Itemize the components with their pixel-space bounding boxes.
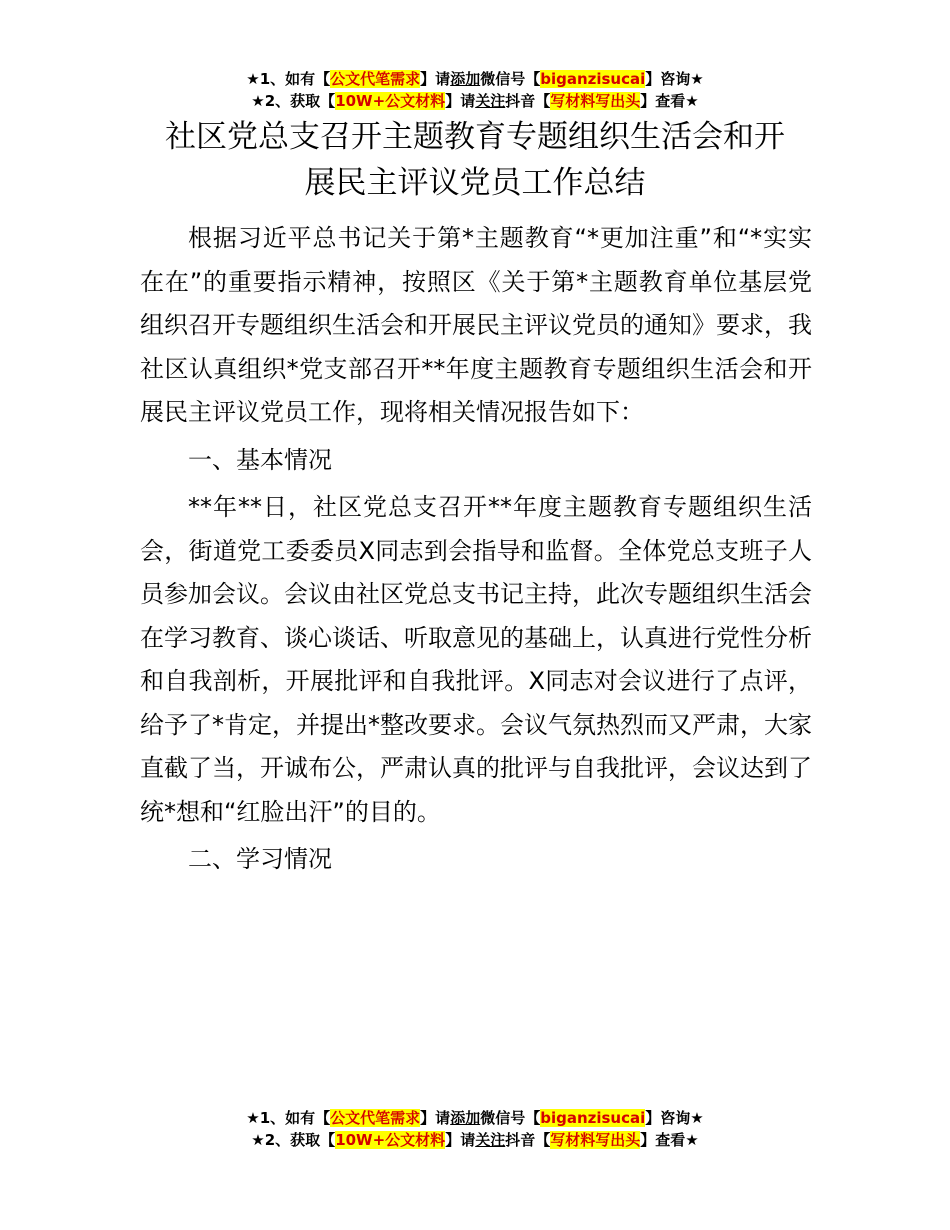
document-body xyxy=(140,217,812,882)
footer-promo-banner xyxy=(0,1107,950,1151)
title-line-2: 展民主评议党员工作总结 xyxy=(304,165,646,201)
highlight-materials: 10W+公文材料 xyxy=(335,92,446,110)
highlight-wechat-id: biganzisucai xyxy=(540,1109,646,1127)
section-heading-study: 二、学习情况 xyxy=(188,845,332,873)
document-title xyxy=(120,114,830,206)
highlight-service: 公文代笔需求 xyxy=(330,1109,421,1127)
highlight-douyin-account: 写材料写出头 xyxy=(550,92,641,110)
intro-paragraph: 根据习近平总书记关于第*主题教育“*更加注重”和“*实实在在”的重要指示精神，按照区《关于第*主题教育单位基层党组织召开专题组织生活会和开展民主评议党员的通知》要求，我社区认真组织*党支部召开**年度主题教育专题组织生活会和开展民主评议党员工作，现将相关情况报告如下： xyxy=(140,224,812,426)
highlight-service: 公文代笔需求 xyxy=(330,70,421,88)
promo-line-1: ★1、如有【公文代笔需求】请添加微信号【biganzisucai】咨询★ xyxy=(246,1109,704,1127)
section-heading-basic: 一、基本情况 xyxy=(188,445,332,474)
highlight-wechat-id: biganzisucai xyxy=(540,70,646,88)
promo-line-1: ★1、如有【公文代笔需求】请添加微信号【biganzisucai】咨询★ xyxy=(246,70,704,88)
header-promo-banner xyxy=(0,68,950,112)
highlight-douyin-account: 写材料写出头 xyxy=(550,1131,641,1149)
highlight-materials: 10W+公文材料 xyxy=(335,1131,446,1149)
promo-line-2: ★2、获取【10W+公文材料】请关注抖音【写材料写出头】查看★ xyxy=(251,92,699,110)
promo-line-2: ★2、获取【10W+公文材料】请关注抖音【写材料写出头】查看★ xyxy=(251,1131,699,1149)
section-basic-paragraph: **年**日，社区党总支召开**年度主题教育专题组织生活会，街道党工委委员X同志到会指导和监督。全体党总支班子人员参加会议。会议由社区党总支书记主持，此次专题组织生活会在学习教育、谈心谈话、听取意见的基础上，认真进行党性分析和自我剖析，开展批评和自我批评。X同志对会议进行了点评，给予了*肯定，并提出*整改要求。会议气氛热烈而又严肃，大家直截了当，开诚布公，严肃认真的批评与自我批评，会议达到了统*想和“红脸出汗”的目的。 xyxy=(140,493,812,826)
title-line-1: 社区党总支召开主题教育专题组织生活会和开 xyxy=(165,119,785,155)
